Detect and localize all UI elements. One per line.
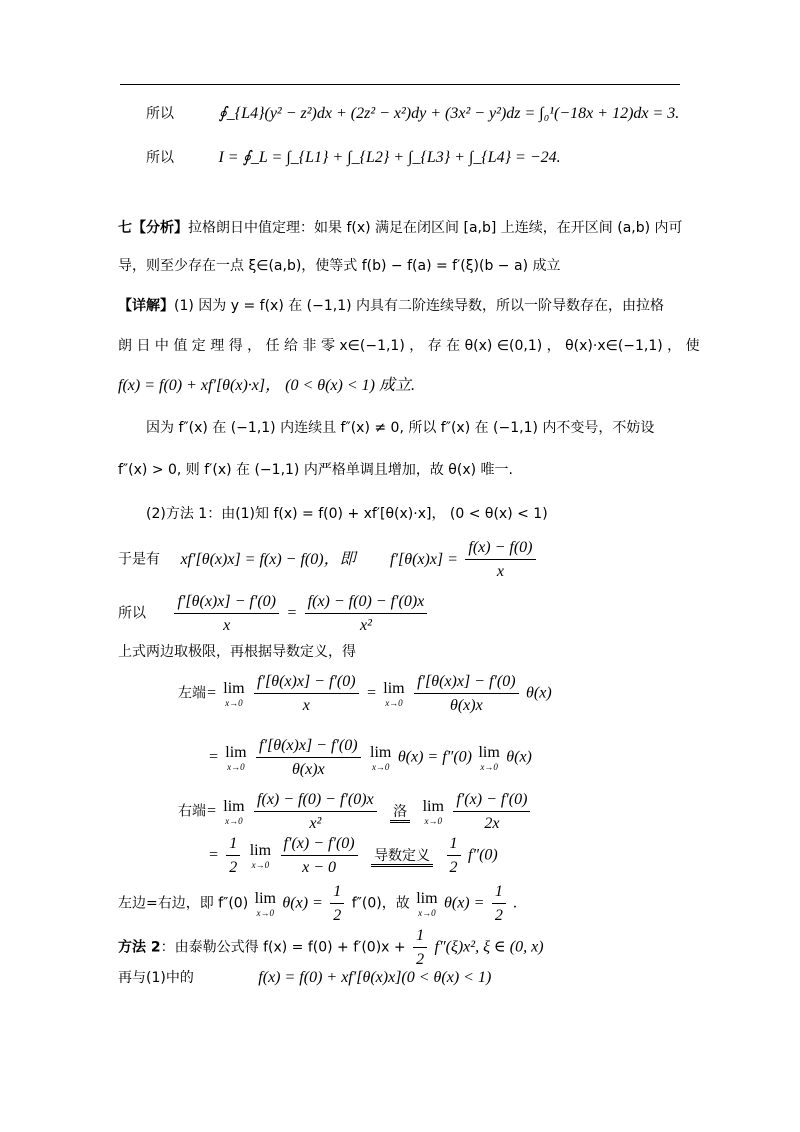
header-rule [120,84,680,85]
left-end-line-1: 左端= lim x→0 $\frac{f'[\theta(x)x] - f'(0)}{x}$ = lim x→0 $\frac{f'[\theta(x)x] - f'(0)}{\theta(x)x}$ θ(x) [178,673,552,715]
method-2-line-1: 方法 2：由泰勒公式得 f(x) = f(0) + f′(0)x + $\frac{1}{2}$ f″(ξ)x², ξ ∈ (0, x) [118,927,544,969]
method-1-line-2: 于是有 xf′[θ(x)x] = f(x) − f(0)，即 f′[θ(x)x] = $\frac{f(x) - f(0)}{x}$ [118,538,539,581]
line-integral-L4: 所以 ∮_{L4}(y² − z²)dx + (2z² − x²)dy + (3x² − y²)dz = ∫₀¹(−18x + 12)dx = 3. [146,105,680,122]
detail-line-3: f(x) = f(0) + xf′[θ(x)·x]， (0 < θ(x) < 1) 成立. [118,377,415,394]
method-2-line-2: 再与(1)中的 f(x) = f(0) + xf′[θ(x)x](0 < θ(x) < 1) [118,969,492,986]
detail-line-1: 【详解】(1) 因为 y = f(x) 在 (−1,1) 内具有二阶连续导数，所以一阶导数存在，由拉格 [118,298,665,314]
method-1-line-4: 上式两边取极限，再根据导数定义，得 [118,644,356,660]
right-end-line-2: = $\frac{1}{2}$ lim x→0 $\frac{f'(x) - f'(0)}{x - 0}$ 导数定义 $\frac{1}{2}$ f″(0) [208,835,498,877]
total-integral: 所以 I = ∮_L = ∫_{L1} + ∫_{L2} + ∫_{L3} + ∫_{L4} = −24. [146,149,561,166]
left-end-line-2: = lim x→0 $\frac{f'[\theta(x)x] - f'(0)}{\theta(x)x}$ lim x→0 θ(x) = f″(0) lim x→0 θ(x) [208,737,532,779]
section-7-line-2: 导，则至少存在一点 ξ∈(a,b)，使等式 f(b) − f(a) = f′(ξ)(b − a) 成立 [118,258,561,274]
detail-line-5: f″(x) > 0, 则 f′(x) 在 (−1,1) 内严格单调且增加，故 θ(x) 唯一. [118,462,513,478]
method-1-line-1: (2)方法 1：由(1)知 f(x) = f(0) + xf′[θ(x)·x]， (0 < θ(x) < 1) [146,506,548,522]
method-1-line-3: 所以 $\frac{f'[\theta(x)x] - f'(0)}{x}$ = $\frac{f(x) - f(0) - f'(0)x}{\text{x²}}$ [118,592,430,635]
section-7-line-1: 七【分析】拉格朗日中值定理：如果 f(x) 满足在闭区间 [a,b] 上连续，在开区间 (a,b) 内可 [118,220,683,236]
detail-line-2: 朗 日 中 值 定 理 得 ， 任 给 非 零 x∈(−1,1) ， 存 在 θ(x) ∈(0,1) ， θ(x)·x∈(−1,1) ， 使 [118,338,700,354]
conclusion-line: 左边=右边，即 f″(0) lim x→0 θ(x) = $\frac{1}{2}$ f″(0)，故 lim x→0 θ(x) = $\frac{1}{2}$ . [118,883,518,925]
detail-line-4: 因为 f″(x) 在 (−1,1) 内连续且 f″(x) ≠ 0, 所以 f″(x) 在 (−1,1) 内不变号，不妨设 [146,420,655,436]
right-end-line-1: 右端= lim x→0 $\frac{f(x) - f(0) - f'(0)x}{\text{x²}}$ 洛 lim x→0 $\frac{f'(x) - f'(0)}{2x}$ [178,790,533,833]
